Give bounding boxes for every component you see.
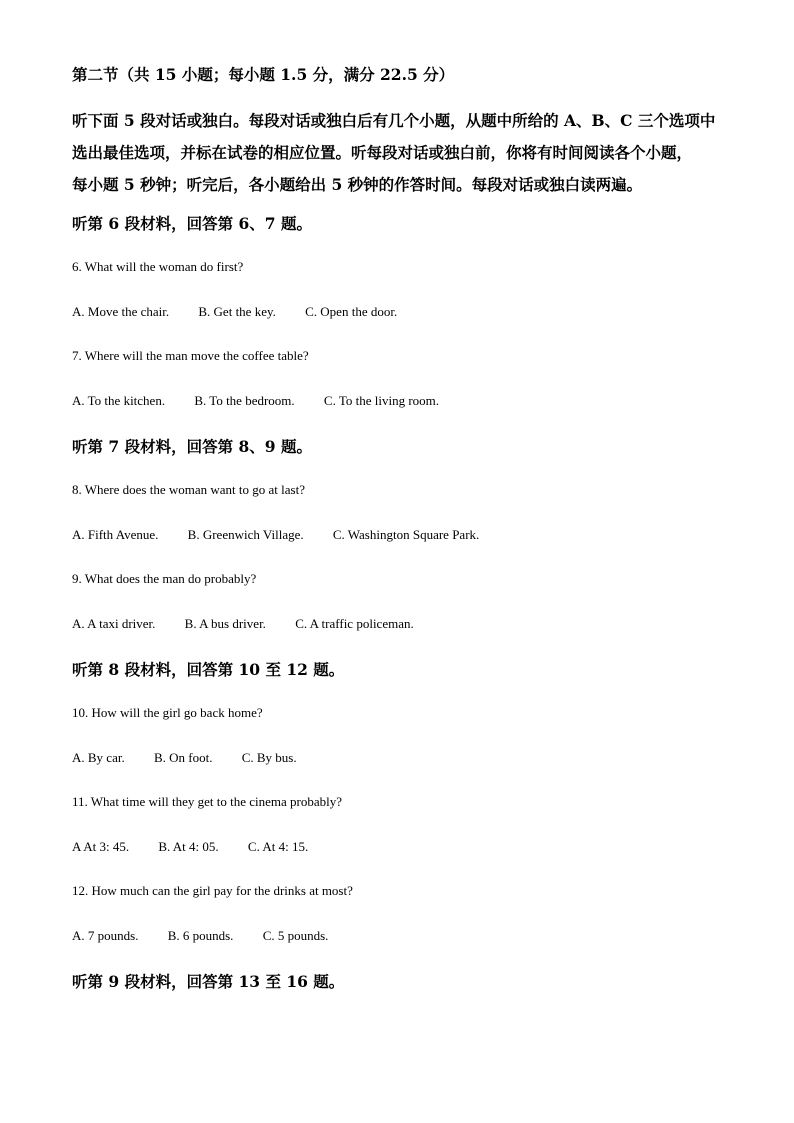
option-a: A. Move the chair. bbox=[72, 304, 170, 319]
option-a: A. By car. bbox=[72, 750, 125, 765]
option-b: B. At 4: 05. bbox=[158, 839, 219, 854]
option-c: C. 5 pounds. bbox=[262, 928, 329, 943]
instructions-line: 选出最佳选项，并标在试卷的相应位置。听每段对话或独白前，你将有时间阅读各个小题， bbox=[72, 143, 693, 162]
options-10 bbox=[72, 749, 732, 767]
instructions-line: 每小题 5 秒钟；听完后，各小题给出 5 秒钟的作答时间。每段对话或独白读两遍。 bbox=[72, 175, 643, 194]
section-instructions bbox=[72, 105, 732, 201]
segment-heading-8: 听第 8 段材料，回答第 10 至 12 题。 bbox=[72, 660, 345, 679]
question-12: 12. How much can the girl pay for the drinks at most? bbox=[72, 883, 353, 898]
option-a: A. A taxi driver. bbox=[72, 616, 156, 631]
option-c: C. By bus. bbox=[241, 750, 297, 765]
option-b: B. To the bedroom. bbox=[194, 393, 295, 408]
segment-heading-6: 听第 6 段材料，回答第 6、7 题。 bbox=[72, 214, 312, 233]
option-b: B. A bus driver. bbox=[184, 616, 266, 631]
exam-page bbox=[72, 64, 732, 1016]
option-c: C. To the living room. bbox=[323, 393, 440, 408]
question-10: 10. How will the girl go back home? bbox=[72, 705, 263, 720]
question-6: 6. What will the woman do first? bbox=[72, 259, 244, 274]
section-title: 第二节（共 15 小题；每小题 1.5 分，满分 22.5 分） bbox=[72, 65, 455, 84]
question-9: 9. What does the man do probably? bbox=[72, 571, 257, 586]
option-a: A. Fifth Avenue. bbox=[72, 527, 159, 542]
options-8 bbox=[72, 526, 732, 544]
option-c: C. Washington Square Park. bbox=[332, 527, 480, 542]
question-11: 11. What time will they get to the cinema probably? bbox=[72, 794, 343, 809]
option-b: B. Greenwich Village. bbox=[187, 527, 304, 542]
question-7: 7. Where will the man move the coffee table? bbox=[72, 348, 309, 363]
options-11 bbox=[72, 838, 732, 856]
options-6 bbox=[72, 303, 732, 321]
option-b: B. On foot. bbox=[153, 750, 213, 765]
options-7 bbox=[72, 392, 732, 410]
option-c: C. Open the door. bbox=[305, 304, 398, 319]
question-8: 8. Where does the woman want to go at last? bbox=[72, 482, 305, 497]
option-c: C. At 4: 15. bbox=[247, 839, 309, 854]
option-a: A. To the kitchen. bbox=[72, 393, 166, 408]
option-b: B. 6 pounds. bbox=[167, 928, 234, 943]
option-a: A. 7 pounds. bbox=[72, 928, 139, 943]
segment-heading-7: 听第 7 段材料，回答第 8、9 题。 bbox=[72, 437, 312, 456]
options-12 bbox=[72, 927, 732, 945]
segment-heading-9: 听第 9 段材料，回答第 13 至 16 题。 bbox=[72, 972, 345, 991]
option-c: C. A traffic policeman. bbox=[295, 616, 414, 631]
option-a: A At 3: 45. bbox=[72, 839, 130, 854]
instructions-line: 听下面 5 段对话或独白。每段对话或独白后有几个小题，从题中所给的 A、B、C 三个选项中 bbox=[72, 111, 716, 130]
option-b: B. Get the key. bbox=[198, 304, 276, 319]
options-9 bbox=[72, 615, 732, 633]
